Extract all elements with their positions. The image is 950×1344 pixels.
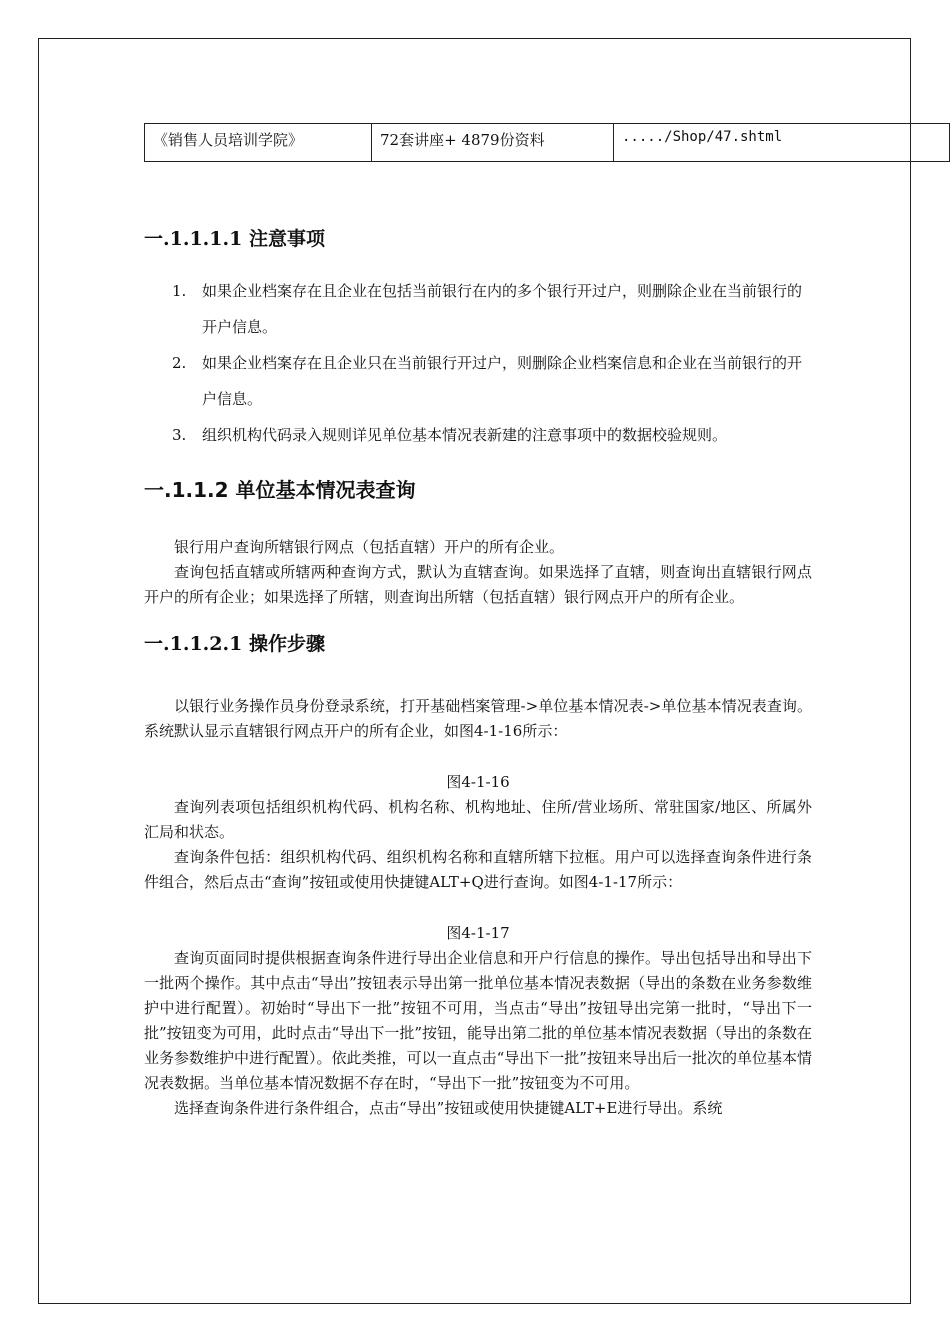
paragraph: 查询条件包括：组织机构代码、组织机构名称和直辖所辖下拉框。用户可以选择查询条件进行条件组合，然后点击“查询”按钮或使用快捷键ALT+Q进行查询。如图4-1-17所示： [144, 848, 812, 891]
figure-caption: 图4-1-17 [446, 924, 510, 942]
list-text: 如果企业档案存在且企业在包括当前银行在内的多个银行开过户，则删除企业在当前银行的开户信息。 [202, 282, 803, 336]
paragraph: 查询列表项包括组织机构代码、机构名称、机构地址、住所/营业场所、常驻国家/地区、所属外汇局和状态。 [144, 798, 812, 841]
header-cell-link[interactable]: ...../Shop/47.shtml [614, 124, 950, 162]
header-table [144, 123, 950, 162]
list-text: 组织机构代码录入规则详见单位基本情况表新建的注意事项中的数据校验规则。 [202, 426, 728, 444]
section-heading-steps: 一.1.1.2.1 操作步骤 [144, 633, 325, 655]
section-heading-notes: 一.1.1.1.1 注意事项 [144, 228, 325, 250]
list-item [144, 345, 812, 417]
paragraph: 选择查询条件进行条件组合，点击“导出”按钮或使用快捷键ALT+E进行导出。系统 [174, 1099, 723, 1117]
steps-body [144, 694, 812, 1121]
paragraph: 以银行业务操作员身份登录系统，打开基础档案管理->单位基本情况表->单位基本情况表查询。系统默认显示直辖银行网点开户的所有企业，如图4-1-16所示： [144, 697, 812, 740]
query-intro [144, 535, 812, 610]
figure-caption: 图4-1-16 [446, 773, 510, 791]
paragraph: 银行用户查询所辖银行网点（包括直辖）开户的所有企业。 [174, 538, 565, 556]
paragraph: 查询页面同时提供根据查询条件进行导出企业信息和开户行信息的操作。导出包括导出和导出下一批两个操作。其中点击“导出”按钮表示导出第一批单位基本情况表数据（导出的条数在业务参数维护中进行配置）。初始时“导出下一批”按钮不可用，当点击“导出”按钮导出完第一批时，“导出下一批”按钮变为可用，此时点击“导出下一批”按钮，能导出第二批的单位基本情况表数据（导出的条数在业务参数维护中进行配置）。依此类推，可以一直点击“导出下一批”按钮来导出后一批次的单位基本情况表数据。当单位基本情况数据不存在时，“导出下一批”按钮变为不可用。 [144, 949, 813, 1092]
header-cell-resources: 72套讲座+ 4879份资料 [372, 124, 614, 162]
notes-list [144, 273, 812, 453]
list-text: 如果企业档案存在且企业只在当前银行开过户，则删除企业档案信息和企业在当前银行的开户信息。 [202, 354, 803, 408]
document-body [144, 225, 812, 1121]
list-number: 1. [172, 282, 187, 300]
paragraph: 查询包括直辖或所辖两种查询方式，默认为直辖查询。如果选择了直辖，则查询出直辖银行网点开户的所有企业；如果选择了所辖，则查询出所辖（包括直辖）银行网点开户的所有企业。 [144, 563, 812, 606]
header-row [145, 124, 950, 162]
header-cell-title: 《销售人员培训学院》 [145, 124, 372, 162]
section-heading-query: 一.1.1.2 单位基本情况表查询 [144, 478, 416, 502]
list-item [144, 417, 812, 453]
list-item [144, 273, 812, 345]
list-number: 2. [172, 354, 187, 372]
list-number: 3. [172, 426, 187, 444]
